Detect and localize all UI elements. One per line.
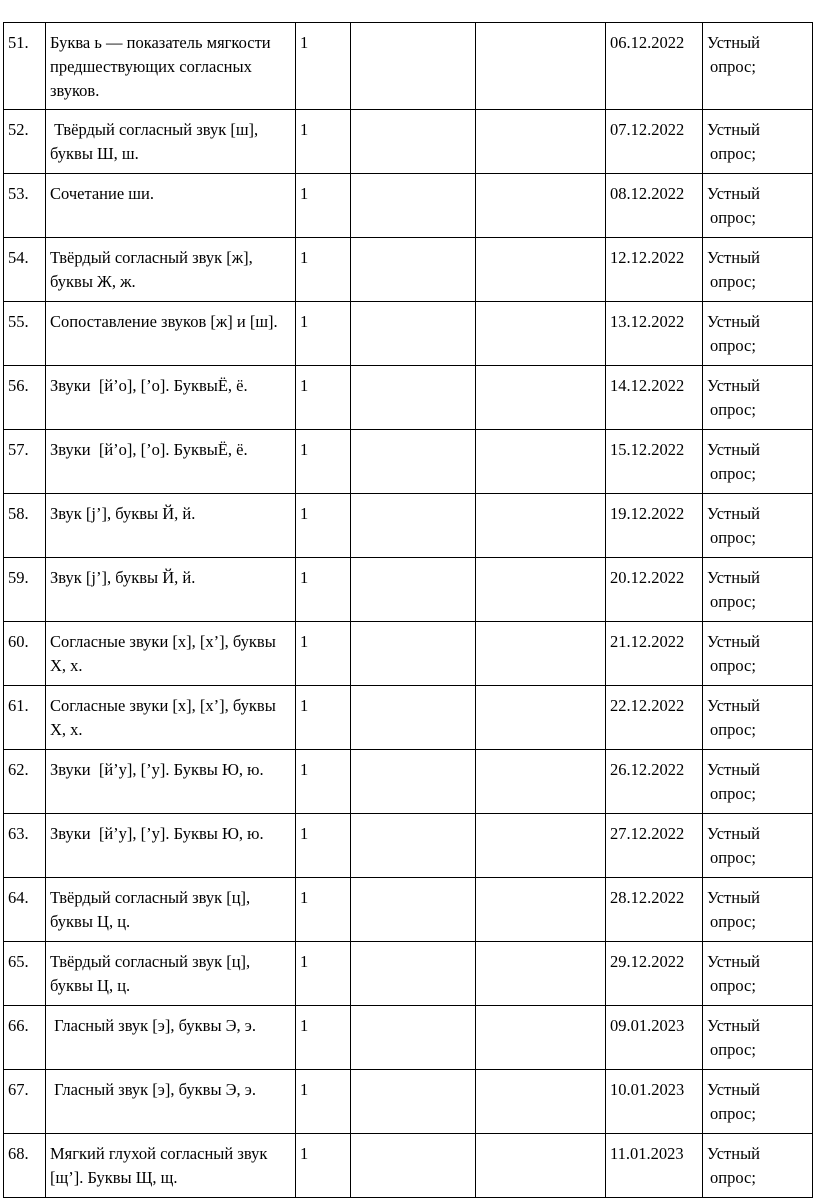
control-form-line-2: опрос; bbox=[710, 848, 756, 867]
lesson-topic-cell: Твёрдый согласный звук [ж], буквы Ж, ж. bbox=[46, 238, 296, 302]
table-row bbox=[4, 750, 813, 814]
control-form-line-1: Устный bbox=[707, 312, 760, 331]
control-form-line-1: Устный bbox=[707, 248, 760, 267]
lesson-date-cell: 11.01.2023 bbox=[606, 1134, 703, 1198]
lesson-number-cell: 60. bbox=[4, 622, 46, 686]
lesson-date-cell: 10.01.2023 bbox=[606, 1070, 703, 1134]
lesson-topic-cell: Твёрдый согласный звук [ц], буквы Ц, ц. bbox=[46, 878, 296, 942]
table-row bbox=[4, 622, 813, 686]
lesson-number-cell: 68. bbox=[4, 1134, 46, 1198]
lesson-hours-cell: 1 bbox=[296, 430, 351, 494]
table-row bbox=[4, 23, 813, 110]
table-body bbox=[4, 23, 813, 1198]
control-form-line-1: Устный bbox=[707, 696, 760, 715]
table-row bbox=[4, 878, 813, 942]
lesson-date-cell: 22.12.2022 bbox=[606, 686, 703, 750]
table-row bbox=[4, 1134, 813, 1198]
control-form-line-1: Устный bbox=[707, 184, 760, 203]
empty-cell bbox=[351, 558, 476, 622]
lesson-date-cell: 12.12.2022 bbox=[606, 238, 703, 302]
empty-cell bbox=[476, 878, 606, 942]
control-form-line-1: Устный bbox=[707, 1016, 760, 1035]
lesson-topic-cell: Гласный звук [э], буквы Э, э. bbox=[46, 1006, 296, 1070]
lesson-hours-cell: 1 bbox=[296, 302, 351, 366]
empty-cell bbox=[476, 1070, 606, 1134]
empty-cell bbox=[351, 23, 476, 110]
lesson-hours-cell: 1 bbox=[296, 1070, 351, 1134]
empty-cell bbox=[351, 622, 476, 686]
lesson-number-cell: 67. bbox=[4, 1070, 46, 1134]
lesson-number-cell: 56. bbox=[4, 366, 46, 430]
lesson-number-cell: 54. bbox=[4, 238, 46, 302]
control-form-line-2: опрос; bbox=[710, 976, 756, 995]
lesson-number-cell: 52. bbox=[4, 110, 46, 174]
control-form-line-2: опрос; bbox=[710, 784, 756, 803]
lesson-topic-cell: Сочетание ши. bbox=[46, 174, 296, 238]
table-row bbox=[4, 558, 813, 622]
lesson-topic-cell: Твёрдый согласный звук [ц], буквы Ц, ц. bbox=[46, 942, 296, 1006]
control-form-line-2: опрос; bbox=[710, 656, 756, 675]
control-form-line-1: Устный bbox=[707, 33, 760, 52]
table-row bbox=[4, 430, 813, 494]
lesson-number-cell: 57. bbox=[4, 430, 46, 494]
control-form-cell bbox=[703, 23, 813, 110]
table-row bbox=[4, 110, 813, 174]
lesson-topic-cell: Звуки [й’у], [’у]. Буквы Ю, ю. bbox=[46, 750, 296, 814]
lesson-date-cell: 15.12.2022 bbox=[606, 430, 703, 494]
control-form-cell bbox=[703, 1134, 813, 1198]
control-form-cell bbox=[703, 302, 813, 366]
lesson-number-cell: 55. bbox=[4, 302, 46, 366]
control-form-line-1: Устный bbox=[707, 888, 760, 907]
empty-cell bbox=[351, 1134, 476, 1198]
control-form-line-2: опрос; bbox=[710, 272, 756, 291]
empty-cell bbox=[351, 942, 476, 1006]
control-form-line-2: опрос; bbox=[710, 464, 756, 483]
lesson-date-cell: 28.12.2022 bbox=[606, 878, 703, 942]
table-row bbox=[4, 814, 813, 878]
empty-cell bbox=[351, 1006, 476, 1070]
lesson-number-cell: 63. bbox=[4, 814, 46, 878]
lesson-topic-cell: Твёрдый согласный звук [ш], буквы Ш, ш. bbox=[46, 110, 296, 174]
empty-cell bbox=[351, 238, 476, 302]
empty-cell bbox=[351, 110, 476, 174]
lesson-date-cell: 19.12.2022 bbox=[606, 494, 703, 558]
empty-cell bbox=[476, 1006, 606, 1070]
empty-cell bbox=[476, 302, 606, 366]
lesson-number-cell: 65. bbox=[4, 942, 46, 1006]
control-form-line-1: Устный bbox=[707, 1080, 760, 1099]
control-form-line-2: опрос; bbox=[710, 400, 756, 419]
table-row bbox=[4, 238, 813, 302]
lesson-topic-cell: Звук [j’], буквы Й, й. bbox=[46, 494, 296, 558]
control-form-line-2: опрос; bbox=[710, 528, 756, 547]
lesson-date-cell: 13.12.2022 bbox=[606, 302, 703, 366]
control-form-line-1: Устный bbox=[707, 504, 760, 523]
empty-cell bbox=[476, 558, 606, 622]
empty-cell bbox=[476, 942, 606, 1006]
lesson-hours-cell: 1 bbox=[296, 878, 351, 942]
control-form-line-2: опрос; bbox=[710, 208, 756, 227]
table-row bbox=[4, 174, 813, 238]
lesson-hours-cell: 1 bbox=[296, 23, 351, 110]
control-form-cell bbox=[703, 238, 813, 302]
lesson-date-cell: 21.12.2022 bbox=[606, 622, 703, 686]
control-form-line-1: Устный bbox=[707, 376, 760, 395]
empty-cell bbox=[351, 366, 476, 430]
lesson-date-cell: 29.12.2022 bbox=[606, 942, 703, 1006]
control-form-cell bbox=[703, 878, 813, 942]
control-form-line-1: Устный bbox=[707, 440, 760, 459]
empty-cell bbox=[351, 686, 476, 750]
control-form-cell bbox=[703, 814, 813, 878]
lesson-hours-cell: 1 bbox=[296, 814, 351, 878]
lesson-topic-cell: Звук [j’], буквы Й, й. bbox=[46, 558, 296, 622]
lesson-hours-cell: 1 bbox=[296, 942, 351, 1006]
lesson-number-cell: 53. bbox=[4, 174, 46, 238]
lesson-topic-cell: Звуки [й’о], [’о]. БуквыЁ, ё. bbox=[46, 430, 296, 494]
control-form-line-1: Устный bbox=[707, 632, 760, 651]
control-form-line-2: опрос; bbox=[710, 720, 756, 739]
lesson-topic-cell: Согласные звуки [х], [х’], буквы Х, х. bbox=[46, 686, 296, 750]
table-row bbox=[4, 494, 813, 558]
empty-cell bbox=[476, 494, 606, 558]
lesson-date-cell: 06.12.2022 bbox=[606, 23, 703, 110]
control-form-line-1: Устный bbox=[707, 824, 760, 843]
empty-cell bbox=[351, 750, 476, 814]
lesson-date-cell: 27.12.2022 bbox=[606, 814, 703, 878]
control-form-line-1: Устный bbox=[707, 760, 760, 779]
lesson-number-cell: 61. bbox=[4, 686, 46, 750]
empty-cell bbox=[476, 1134, 606, 1198]
empty-cell bbox=[351, 814, 476, 878]
lesson-topic-cell: Звуки [й’у], [’у]. Буквы Ю, ю. bbox=[46, 814, 296, 878]
empty-cell bbox=[476, 686, 606, 750]
lesson-number-cell: 51. bbox=[4, 23, 46, 110]
control-form-cell bbox=[703, 686, 813, 750]
lesson-topic-cell: Гласный звук [э], буквы Э, э. bbox=[46, 1070, 296, 1134]
lesson-hours-cell: 1 bbox=[296, 686, 351, 750]
control-form-cell bbox=[703, 494, 813, 558]
lesson-topic-cell: Звуки [й’о], [’о]. БуквыЁ, ё. bbox=[46, 366, 296, 430]
lesson-hours-cell: 1 bbox=[296, 494, 351, 558]
control-form-cell bbox=[703, 366, 813, 430]
lesson-hours-cell: 1 bbox=[296, 110, 351, 174]
empty-cell bbox=[351, 878, 476, 942]
lesson-hours-cell: 1 bbox=[296, 238, 351, 302]
control-form-line-2: опрос; bbox=[710, 57, 756, 76]
empty-cell bbox=[351, 302, 476, 366]
control-form-line-2: опрос; bbox=[710, 336, 756, 355]
lesson-date-cell: 14.12.2022 bbox=[606, 366, 703, 430]
lesson-number-cell: 66. bbox=[4, 1006, 46, 1070]
lesson-topic-cell: Мягкий глухой согласный звук [щ’]. Буквы Щ, щ. bbox=[46, 1134, 296, 1198]
control-form-cell bbox=[703, 558, 813, 622]
table-row bbox=[4, 686, 813, 750]
lesson-number-cell: 62. bbox=[4, 750, 46, 814]
lesson-number-cell: 58. bbox=[4, 494, 46, 558]
control-form-line-2: опрос; bbox=[710, 1104, 756, 1123]
control-form-cell bbox=[703, 174, 813, 238]
table-row bbox=[4, 366, 813, 430]
empty-cell bbox=[476, 750, 606, 814]
empty-cell bbox=[476, 238, 606, 302]
table-row bbox=[4, 942, 813, 1006]
control-form-line-1: Устный bbox=[707, 568, 760, 587]
empty-cell bbox=[351, 174, 476, 238]
lesson-date-cell: 08.12.2022 bbox=[606, 174, 703, 238]
empty-cell bbox=[476, 110, 606, 174]
table-row bbox=[4, 1070, 813, 1134]
lesson-topic-cell: Согласные звуки [х], [х’], буквы Х, х. bbox=[46, 622, 296, 686]
control-form-line-1: Устный bbox=[707, 1144, 760, 1163]
lesson-hours-cell: 1 bbox=[296, 1006, 351, 1070]
lesson-hours-cell: 1 bbox=[296, 366, 351, 430]
lesson-hours-cell: 1 bbox=[296, 750, 351, 814]
control-form-cell bbox=[703, 1006, 813, 1070]
lesson-date-cell: 20.12.2022 bbox=[606, 558, 703, 622]
lesson-hours-cell: 1 bbox=[296, 558, 351, 622]
lesson-number-cell: 59. bbox=[4, 558, 46, 622]
lesson-hours-cell: 1 bbox=[296, 622, 351, 686]
empty-cell bbox=[476, 430, 606, 494]
control-form-cell bbox=[703, 110, 813, 174]
empty-cell bbox=[476, 366, 606, 430]
empty-cell bbox=[351, 1070, 476, 1134]
control-form-line-1: Устный bbox=[707, 952, 760, 971]
lesson-date-cell: 07.12.2022 bbox=[606, 110, 703, 174]
lesson-hours-cell: 1 bbox=[296, 1134, 351, 1198]
empty-cell bbox=[476, 622, 606, 686]
control-form-cell bbox=[703, 1070, 813, 1134]
lesson-date-cell: 26.12.2022 bbox=[606, 750, 703, 814]
lesson-topic-cell: Буква ь — показатель мягкости предшествующих согласных звуков. bbox=[46, 23, 296, 110]
lesson-plan-table bbox=[3, 22, 813, 1198]
control-form-line-2: опрос; bbox=[710, 1040, 756, 1059]
control-form-cell bbox=[703, 942, 813, 1006]
table-row bbox=[4, 302, 813, 366]
control-form-cell bbox=[703, 430, 813, 494]
lesson-date-cell: 09.01.2023 bbox=[606, 1006, 703, 1070]
control-form-cell bbox=[703, 622, 813, 686]
control-form-line-2: опрос; bbox=[710, 144, 756, 163]
lesson-topic-cell: Сопоставление звуков [ж] и [ш]. bbox=[46, 302, 296, 366]
control-form-line-1: Устный bbox=[707, 120, 760, 139]
control-form-cell bbox=[703, 750, 813, 814]
empty-cell bbox=[351, 430, 476, 494]
control-form-line-2: опрос; bbox=[710, 1168, 756, 1187]
empty-cell bbox=[476, 814, 606, 878]
empty-cell bbox=[476, 23, 606, 110]
lesson-hours-cell: 1 bbox=[296, 174, 351, 238]
empty-cell bbox=[351, 494, 476, 558]
lesson-number-cell: 64. bbox=[4, 878, 46, 942]
control-form-line-2: опрос; bbox=[710, 592, 756, 611]
empty-cell bbox=[476, 174, 606, 238]
table-row bbox=[4, 1006, 813, 1070]
control-form-line-2: опрос; bbox=[710, 912, 756, 931]
